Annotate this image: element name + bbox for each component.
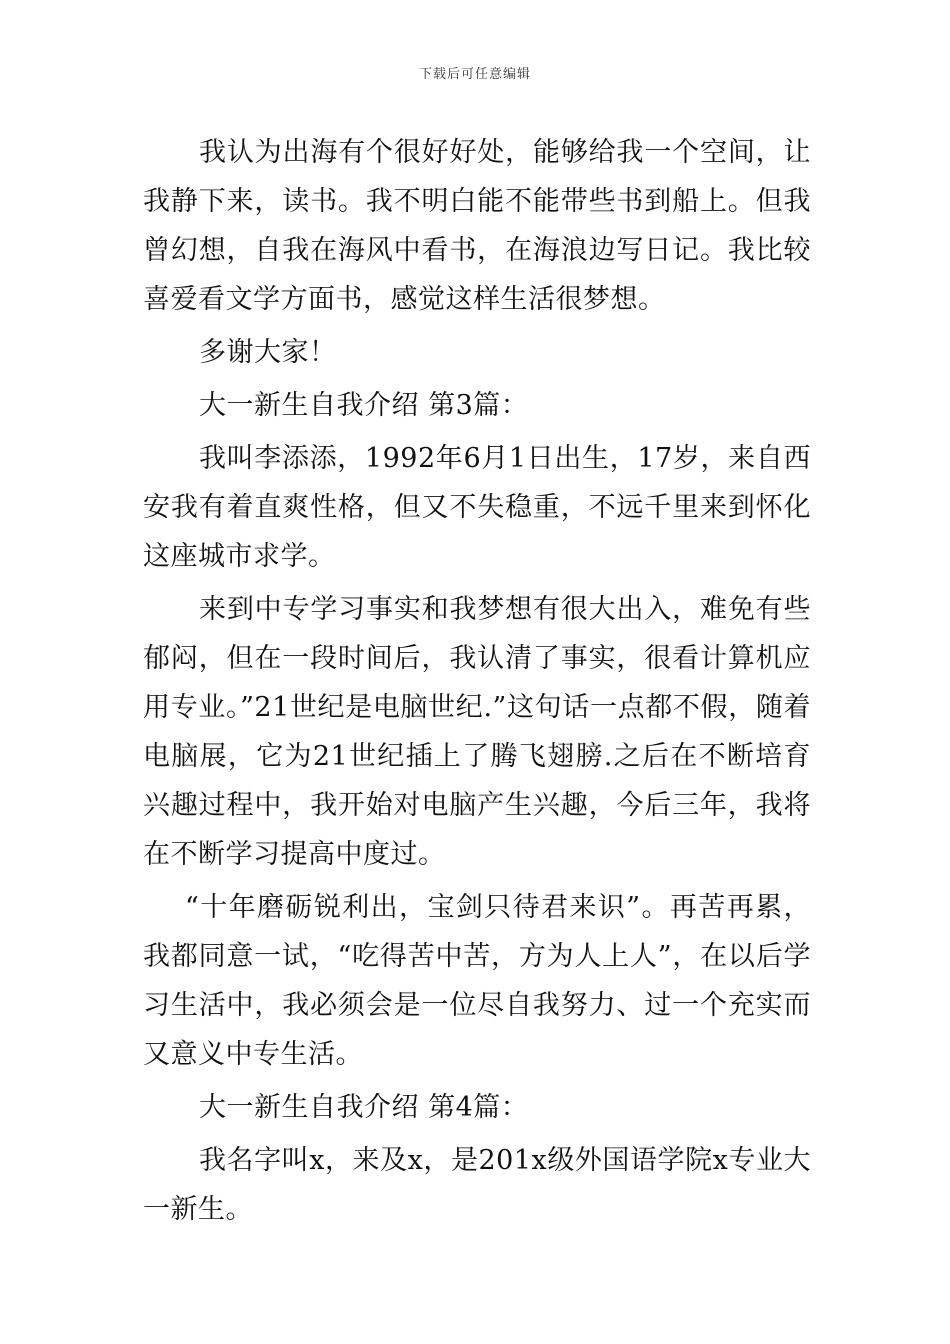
section-heading-3: 大一新生自我介绍 第3篇：: [199, 390, 529, 421]
paragraph-sea-reading: 我认为出海有个很好好处，能够给我一个空间，让我静下来，读书。我不明白能不能带些书到船上。但我曾幻想，自我在海风中看书，在海浪边写日记。我比较喜爱看文学方面书，感觉这样生活很梦想。: [143, 137, 811, 315]
paragraph-intro-li: 我叫李添添，1992年6月1日出生，17岁，来自西安我有着直爽性格，但又不失稳重，不远千里来到怀化这座城市求学。: [143, 443, 811, 572]
paragraph-thanks: 多谢大家！: [199, 337, 337, 368]
document-body: [143, 128, 811, 1234]
paragraph-computer-major: 来到中专学习事实和我梦想有很大出入，难免有些郁闷，但在一段时间后，我认清了事实，很看计算机应用专业。”21世纪是电脑世纪.”这句话一点都不假，随着电脑展，它为21世纪插上了腾飞翅膀.之后在不断培育兴趣过程中，我开始对电脑产生兴趣，今后三年，我将在不断学习提高中度过。: [143, 594, 811, 870]
paragraph-intro-x: 我名字叫x，来及x，是201x级外国语学院x专业大一新生。: [143, 1145, 811, 1225]
section-heading-4: 大一新生自我介绍 第4篇：: [199, 1092, 529, 1123]
page-header-note: 下载后可任意编辑: [418, 67, 531, 82]
paragraph-motto: “十年磨砺锐利出，宝剑只待君来识”。再苦再累，我都同意一试，“吃得苦中苦，方为人上人”，在以后学习生活中，我必须会是一位尽自我努力、过一个充实而又意义中专生活。: [143, 892, 811, 1070]
